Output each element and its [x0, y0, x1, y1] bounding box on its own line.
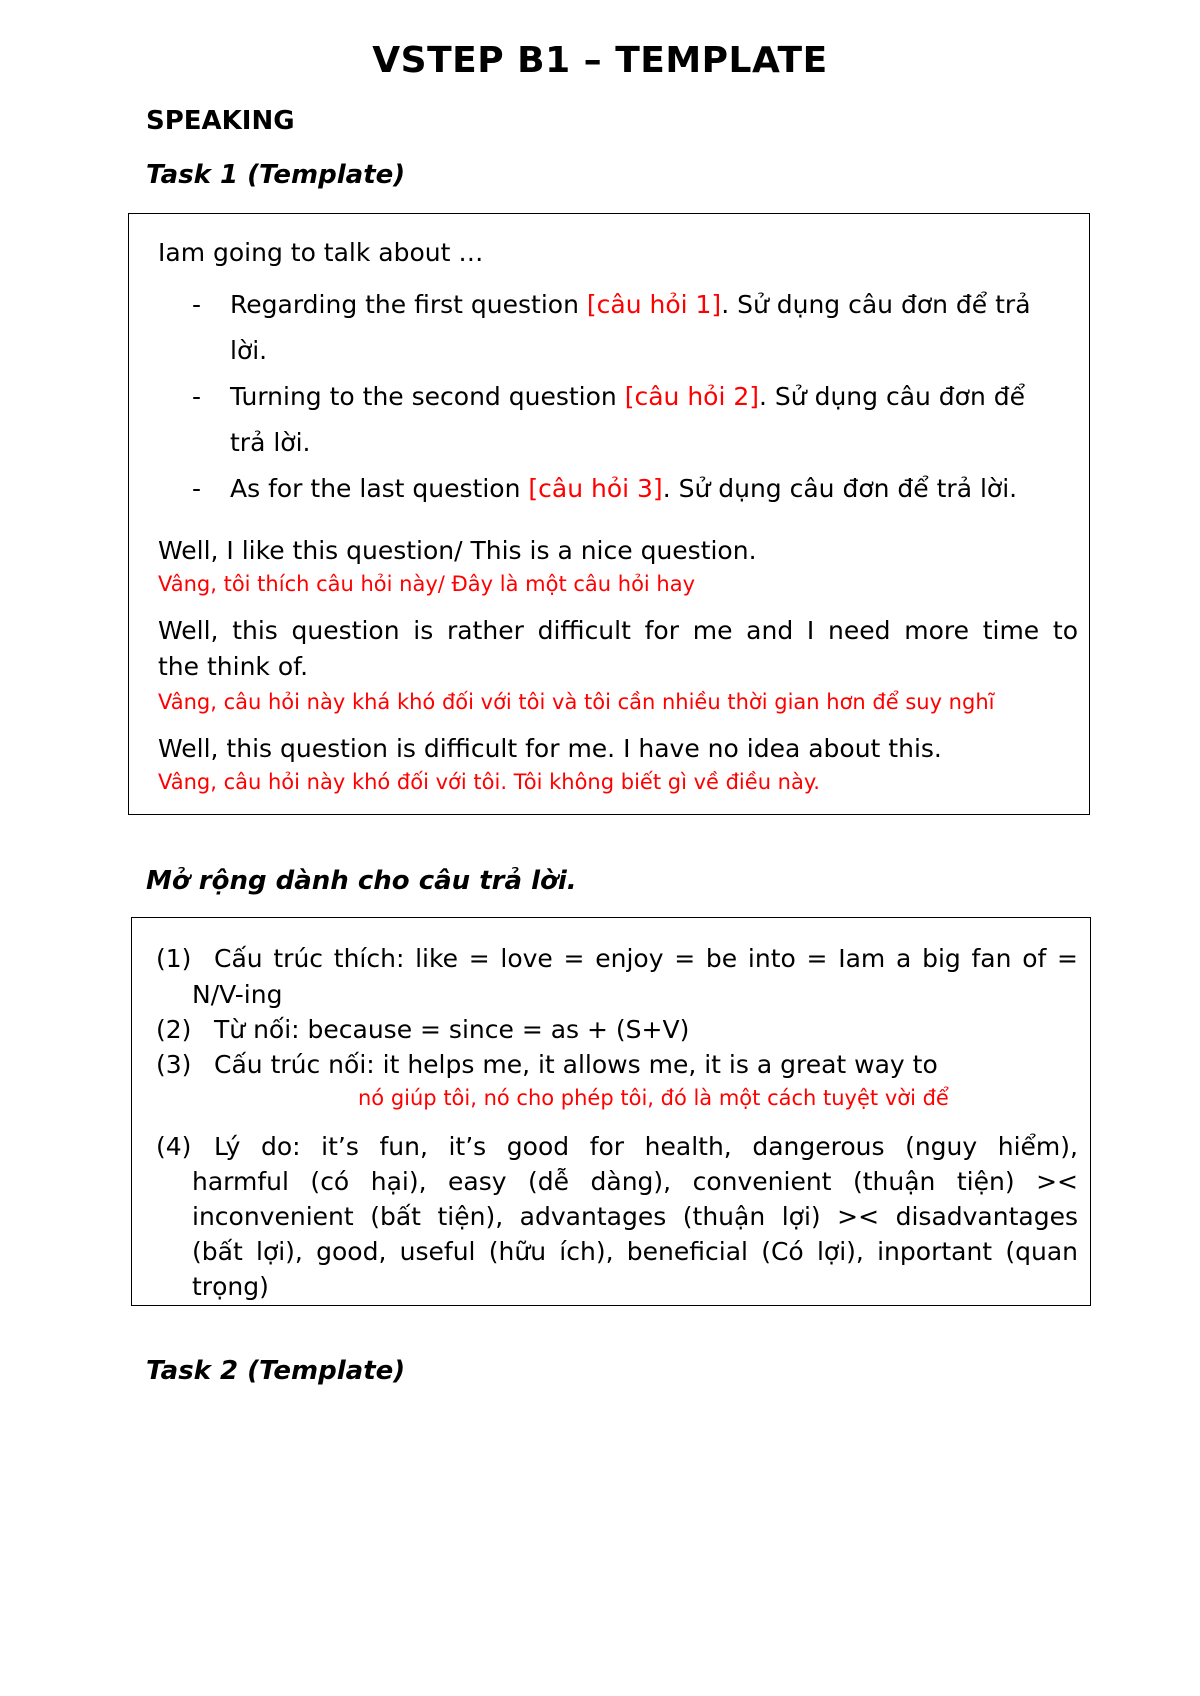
- item-number: (3): [156, 1050, 192, 1079]
- item-4-line-4: (bất lợi), good, useful (hữu ích), beneficial (Có lợi), inportant (quan: [192, 1237, 1078, 1266]
- item-number: (2): [156, 1015, 192, 1044]
- phrase-3-en: Well, this question is difficult for me. I have no idea about this.: [158, 734, 942, 763]
- document-title: VSTEP B1 – TEMPLATE: [372, 40, 828, 81]
- phrase-2-vi: Vâng, câu hỏi này khá khó đối với tôi và tôi cần nhiều thời gian hơn để suy nghĩ: [158, 690, 995, 714]
- bullet-1-cont: lời.: [230, 336, 268, 365]
- item-3-line: Cấu trúc nối: it helps me, it allows me, it is a great way to: [214, 1050, 938, 1079]
- item-number: (4): [156, 1132, 192, 1161]
- intro-line: Iam going to talk about …: [158, 238, 484, 267]
- item-3-vi: nó giúp tôi, nó cho phép tôi, đó là một cách tuyệt vời để: [358, 1086, 949, 1110]
- bullet-marker: -: [192, 474, 202, 503]
- item-4-line-2: harmful (có hại), easy (dễ dàng), convenient (thuận tiện) ><: [192, 1167, 1078, 1196]
- bullet-marker: -: [192, 382, 202, 411]
- item-4-line-1: Lý do: it’s fun, it’s good for health, dangerous (nguy hiểm),: [214, 1132, 1078, 1161]
- item-4-line-5: trọng): [192, 1272, 269, 1301]
- task1-heading: Task 1 (Template): [146, 160, 406, 190]
- section-heading: SPEAKING: [146, 106, 295, 136]
- item-1-cont: N/V-ing: [192, 980, 283, 1009]
- phrase-1-vi: Vâng, tôi thích câu hỏi này/ Đây là một câu hỏi hay: [158, 572, 696, 596]
- bullet-2-line: Turning to the second question [câu hỏi 2]. Sử dụng câu đơn để: [230, 382, 1026, 411]
- phrase-3-vi: Vâng, câu hỏi này khó đối với tôi. Tôi không biết gì về điều này.: [158, 770, 820, 794]
- task2-heading: Task 2 (Template): [146, 1356, 406, 1386]
- phrase-2-en: Well, this question is rather difficult for me and I need more time to: [158, 616, 1078, 645]
- bullet-2-cont: trả lời.: [230, 428, 311, 457]
- item-number: (1): [156, 944, 192, 973]
- bullet-marker: -: [192, 290, 202, 319]
- bullet-1-line: Regarding the first question [câu hỏi 1]. Sử dụng câu đơn để trả: [230, 290, 1031, 319]
- extension-heading: Mở rộng dành cho câu trả lời.: [146, 866, 577, 896]
- phrase-1-en: Well, I like this question/ This is a nice question.: [158, 536, 757, 565]
- question-tag: [câu hỏi 3]: [528, 474, 663, 503]
- item-1-line: Cấu trúc thích: like = love = enjoy = be into = Iam a big fan of =: [214, 944, 1078, 973]
- item-4-line-3: inconvenient (bất tiện), advantages (thuận lợi) >< disadvantages: [192, 1202, 1078, 1231]
- phrase-2-en-cont: the think of.: [158, 652, 309, 681]
- question-tag: [câu hỏi 1]: [586, 290, 722, 319]
- bullet-3-line: As for the last question [câu hỏi 3]. Sử dụng câu đơn để trả lời.: [230, 474, 1018, 503]
- question-tag: [câu hỏi 2]: [624, 382, 760, 411]
- item-2-line: Từ nối: because = since = as + (S+V): [214, 1015, 690, 1044]
